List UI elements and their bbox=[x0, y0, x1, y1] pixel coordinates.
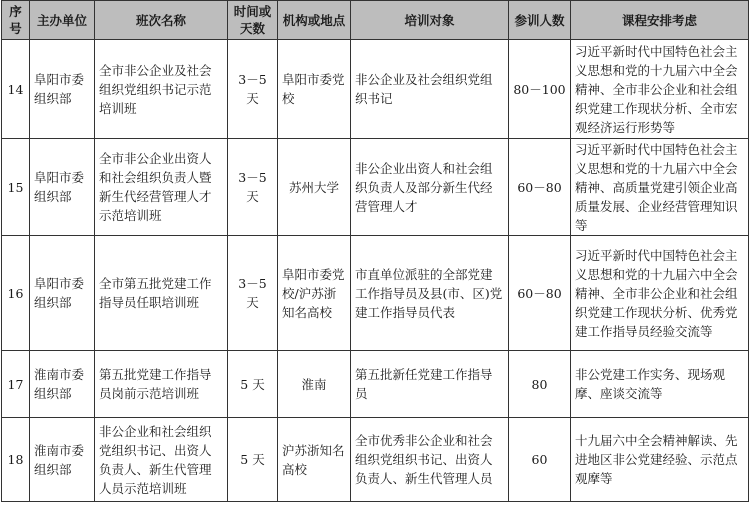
cell-location: 阜阳市委党校/沪苏浙知名高校 bbox=[278, 236, 351, 351]
table-row bbox=[2, 351, 749, 418]
training-schedule-table bbox=[1, 0, 749, 502]
header-seq: 序号 bbox=[2, 1, 30, 40]
cell-count: 80－100 bbox=[509, 40, 571, 139]
cell-host: 阜阳市委组织部 bbox=[30, 139, 95, 236]
header-duration: 时间或天数 bbox=[228, 1, 278, 40]
header-host: 主办单位 bbox=[30, 1, 95, 40]
cell-host: 淮南市委组织部 bbox=[30, 351, 95, 418]
cell-host: 淮南市委组织部 bbox=[30, 418, 95, 502]
cell-location: 沪苏浙知名高校 bbox=[278, 418, 351, 502]
cell-count: 60－80 bbox=[509, 139, 571, 236]
cell-content: 习近平新时代中国特色社会主义思想和党的十九届六中全会精神、高质量党建引领企业高质量发展、企业经营管理知识等 bbox=[571, 139, 749, 236]
cell-location: 淮南 bbox=[278, 351, 351, 418]
cell-content: 习近平新时代中国特色社会主义思想和党的十九届六中全会精神、全市非公企业和社会组织党建工作现状分析、优秀党建工作指导员经验交流等 bbox=[571, 236, 749, 351]
cell-target: 非公企业及社会组织党组织书记 bbox=[351, 40, 509, 139]
header-course: 班次名称 bbox=[95, 1, 228, 40]
cell-seq: 18 bbox=[2, 418, 30, 502]
table-row bbox=[2, 40, 749, 139]
cell-host: 阜阳市委组织部 bbox=[30, 40, 95, 139]
cell-content: 十九届六中全会精神解读、先进地区非公党建经验、示范点观摩等 bbox=[571, 418, 749, 502]
cell-content: 习近平新时代中国特色社会主义思想和党的十九届六中全会精神、全市非公企业和社会组织党建工作现状分析、全市宏观经济运行形势等 bbox=[571, 40, 749, 139]
header-count: 参训人数 bbox=[509, 1, 571, 40]
cell-course: 非公企业和社会组织党组织书记、出资人负责人、新生代管理人员示范培训班 bbox=[95, 418, 228, 502]
table-header-row bbox=[2, 1, 749, 40]
cell-host: 阜阳市委组织部 bbox=[30, 236, 95, 351]
cell-seq: 16 bbox=[2, 236, 30, 351]
cell-course: 全市第五批党建工作指导员任职培训班 bbox=[95, 236, 228, 351]
cell-seq: 14 bbox=[2, 40, 30, 139]
header-location: 机构或地点 bbox=[278, 1, 351, 40]
cell-location: 苏州大学 bbox=[278, 139, 351, 236]
cell-count: 60 bbox=[509, 418, 571, 502]
cell-duration: 3－5 天 bbox=[228, 139, 278, 236]
cell-target: 市直单位派驻的全部党建工作指导员及县(市、区)党建工作指导员代表 bbox=[351, 236, 509, 351]
cell-duration: 3－5 天 bbox=[228, 40, 278, 139]
cell-target: 第五批新任党建工作指导员 bbox=[351, 351, 509, 418]
cell-duration: 5 天 bbox=[228, 418, 278, 502]
header-target: 培训对象 bbox=[351, 1, 509, 40]
cell-count: 80 bbox=[509, 351, 571, 418]
cell-count: 60－80 bbox=[509, 236, 571, 351]
cell-target: 非公企业出资人和社会组织负责人及部分新生代经营管理人才 bbox=[351, 139, 509, 236]
cell-target: 全市优秀非公企业和社会组织党组织书记、出资人负责人、新生代管理人员 bbox=[351, 418, 509, 502]
header-content: 课程安排考虑 bbox=[571, 1, 749, 40]
cell-seq: 17 bbox=[2, 351, 30, 418]
cell-content: 非公党建工作实务、现场观摩、座谈交流等 bbox=[571, 351, 749, 418]
table-row bbox=[2, 139, 749, 236]
cell-duration: 5 天 bbox=[228, 351, 278, 418]
cell-course: 全市非公企业出资人和社会组织负责人暨新生代经营管理人才示范培训班 bbox=[95, 139, 228, 236]
cell-location: 阜阳市委党校 bbox=[278, 40, 351, 139]
table-row bbox=[2, 418, 749, 502]
table-row bbox=[2, 236, 749, 351]
cell-course: 第五批党建工作指导员岗前示范培训班 bbox=[95, 351, 228, 418]
cell-seq: 15 bbox=[2, 139, 30, 236]
cell-course: 全市非公企业及社会组织党组织书记示范培训班 bbox=[95, 40, 228, 139]
cell-duration: 3－5 天 bbox=[228, 236, 278, 351]
